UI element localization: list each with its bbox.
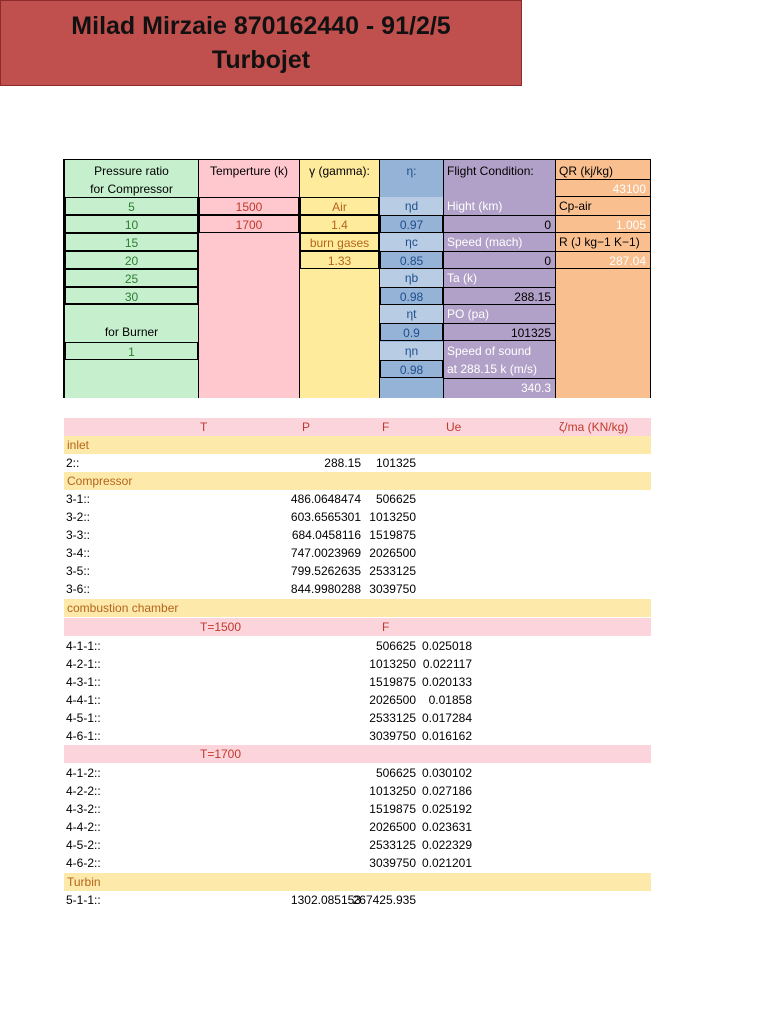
header-t: T <box>200 420 208 434</box>
pressure-header-1: Pressure ratio <box>94 164 169 178</box>
row-t: 603.6565301 <box>290 510 361 524</box>
po-value: 101325 <box>444 323 555 341</box>
row-f: 0.022329 <box>421 838 472 852</box>
speed-value: 0 <box>444 251 555 269</box>
title-line-2: Turbojet <box>211 46 311 74</box>
row-name: 5-1-1:: <box>66 893 101 907</box>
table-row <box>64 727 651 745</box>
row-name: 4-4-2:: <box>66 820 101 834</box>
hight-label: Hight (km) <box>447 199 503 213</box>
row-f: 0.017284 <box>421 711 472 725</box>
section-combustion <box>64 599 651 617</box>
header-ue: Ue <box>446 420 462 434</box>
row-p: 506625 <box>375 639 416 653</box>
section-label: Turbin <box>67 875 101 889</box>
hight-value: 0 <box>444 215 555 233</box>
pressure-ratio-column <box>65 160 198 398</box>
row-p: 2533125 <box>369 711 416 725</box>
row-name: 4-6-2:: <box>66 856 101 870</box>
gamma-burn-value: 1.33 <box>300 251 379 269</box>
table-row <box>64 691 651 709</box>
row-f: 0.016162 <box>421 729 472 743</box>
row-p: 267425.935 <box>352 893 416 907</box>
eta-value: 0.98 <box>380 360 443 378</box>
section-label: inlet <box>67 438 90 452</box>
table-row <box>64 782 651 800</box>
title-banner <box>0 0 522 86</box>
header-f: F <box>382 420 390 434</box>
row-name: 4-5-2:: <box>66 838 101 852</box>
pressure-header-2: for Compressor <box>90 182 173 196</box>
t1500-label: T=1500 <box>200 620 242 634</box>
gamma-air-value: 1.4 <box>300 215 379 233</box>
gamma-column <box>300 160 380 398</box>
pressure-ratio-cell: 15 <box>65 233 198 251</box>
row-p: 2026500 <box>369 693 416 707</box>
row-t: 747.0023969 <box>290 546 361 560</box>
speed-of-sound-value: 340.3 <box>444 378 555 396</box>
subheader-t1500 <box>64 618 651 636</box>
row-name: 4-1-1:: <box>66 639 101 653</box>
row-p: 506625 <box>375 766 416 780</box>
row-f: 0.020133 <box>421 675 472 689</box>
burner-label: for Burner <box>104 325 159 339</box>
row-name: 4-6-1:: <box>66 729 101 743</box>
row-name: 4-2-2:: <box>66 784 101 798</box>
eta-symbol: ηd <box>380 197 443 215</box>
row-p: 2026500 <box>369 546 416 560</box>
row-name: 4-4-1:: <box>66 693 101 707</box>
eta-value: 0.98 <box>380 287 443 305</box>
row-p: 1519875 <box>369 528 416 542</box>
pressure-ratio-cell: 25 <box>65 269 198 287</box>
eta-symbol: ηt <box>380 305 443 323</box>
row-p: 1013250 <box>369 784 416 798</box>
table-row <box>64 454 651 472</box>
row-name: 3-1:: <box>66 492 91 506</box>
table-row <box>64 655 651 673</box>
row-p: 2533125 <box>369 564 416 578</box>
row-name: 4-2-1:: <box>66 657 101 671</box>
row-p: 506625 <box>375 492 416 506</box>
row-name: 4-3-1:: <box>66 675 101 689</box>
row-p: 2026500 <box>369 820 416 834</box>
temperature-cell: 1700 <box>199 215 299 233</box>
section-compressor <box>64 472 651 490</box>
row-p: 3039750 <box>369 729 416 743</box>
row-name: 3-4:: <box>66 546 91 560</box>
eta-symbol: ηn <box>380 342 443 360</box>
row-t: 486.0648474 <box>290 492 361 506</box>
table-row <box>64 580 651 598</box>
table-row <box>64 709 651 727</box>
pressure-ratio-cell: 20 <box>65 251 198 269</box>
row-f: 0.025192 <box>421 802 472 816</box>
eta-symbol: ηb <box>380 269 443 287</box>
eta-value: 0.97 <box>380 215 443 233</box>
cp-air-value: 1.005 <box>556 215 650 233</box>
pressure-ratio-cell: 10 <box>65 215 198 233</box>
row-p: 1013250 <box>369 657 416 671</box>
gamma-burn-label: burn gases <box>300 233 379 251</box>
row-t: 1302.085153 <box>290 893 361 907</box>
row-name: 3-6:: <box>66 582 91 596</box>
section-inlet <box>64 436 651 454</box>
table-row <box>64 562 651 580</box>
flight-header: Flight Condition: <box>447 164 534 178</box>
gas-constant-label: R (J kg−1 K−1) <box>559 235 640 249</box>
row-name: 4-5-1:: <box>66 711 101 725</box>
title-line-1: Milad Mirzaie 870162440 - 91/2/5 <box>71 12 451 40</box>
table-row <box>64 818 651 836</box>
row-name: 3-3:: <box>66 528 91 542</box>
table-row <box>64 637 651 655</box>
row-f: 0.01858 <box>428 693 472 707</box>
row-t: 799.5262635 <box>290 564 361 578</box>
table-row <box>64 854 651 872</box>
flight-condition-column <box>444 160 556 398</box>
temperature-cell: 1500 <box>199 197 299 215</box>
table-row <box>64 490 651 508</box>
speed-of-sound-label-2: at 288.15 k (m/s) <box>447 362 538 376</box>
eta-header: η: <box>406 164 417 178</box>
gamma-header: γ (gamma): <box>309 164 370 178</box>
table-row <box>64 508 651 526</box>
section-label: Compressor <box>67 474 133 488</box>
ta-value: 288.15 <box>444 287 555 305</box>
row-p: 2533125 <box>369 838 416 852</box>
temperature-header: Temperture (k) <box>209 164 289 178</box>
pressure-ratio-cell: 30 <box>65 287 198 305</box>
row-f: 0.027186 <box>421 784 472 798</box>
row-name: 4-1-2:: <box>66 766 101 780</box>
table-row <box>64 836 651 854</box>
row-p: 3039750 <box>369 582 416 596</box>
speed-label: Speed (mach) <box>447 235 523 249</box>
temperature-column <box>198 160 300 398</box>
f-label: F <box>382 620 390 634</box>
eta-value: 0.85 <box>380 251 443 269</box>
row-f: 0.022117 <box>422 657 472 671</box>
cp-air-label: Cp-air <box>559 199 592 213</box>
table-row <box>64 800 651 818</box>
gamma-air-label: Air <box>300 197 379 215</box>
row-p: 1519875 <box>369 802 416 816</box>
qr-label: QR (kj/kg) <box>559 164 613 178</box>
row-f: 0.030102 <box>421 766 472 780</box>
row-t: 684.0458116 <box>291 528 361 542</box>
row-t: 288.15 <box>324 456 361 470</box>
row-f: 0.025018 <box>421 639 472 653</box>
gas-constant-value: 287.04 <box>556 251 650 269</box>
qr-value: 43100 <box>556 179 650 197</box>
row-t: 844.9980288 <box>290 582 361 596</box>
row-p: 101325 <box>375 456 416 470</box>
eta-symbol: ηc <box>380 233 443 251</box>
header-p: P <box>302 420 311 434</box>
subheader-t1700 <box>64 745 651 763</box>
row-name: 3-2:: <box>66 510 91 524</box>
table-row <box>64 764 651 782</box>
table-row <box>64 526 651 544</box>
results-header-row <box>64 418 651 436</box>
table-row <box>64 891 651 909</box>
header-thrust: ζ/ma (KN/kg) <box>559 420 629 434</box>
row-f: 0.023631 <box>421 820 472 834</box>
speed-of-sound-label-1: Speed of sound <box>447 344 532 358</box>
burner-value: 1 <box>65 342 198 360</box>
row-f: 0.021201 <box>421 856 472 870</box>
section-label: combustion chamber <box>67 601 179 615</box>
efficiency-column <box>380 160 444 398</box>
properties-column <box>556 160 650 398</box>
row-p: 3039750 <box>369 856 416 870</box>
row-p: 1519875 <box>369 675 416 689</box>
pressure-ratio-cell: 5 <box>65 197 198 215</box>
row-name: 4-3-2:: <box>66 802 101 816</box>
t1700-label: T=1700 <box>200 747 242 761</box>
po-label: PO (pa) <box>447 307 490 321</box>
row-name: 2:: <box>66 456 80 470</box>
ta-label: Ta (k) <box>447 271 477 285</box>
table-row <box>64 544 651 562</box>
row-name: 3-5:: <box>66 564 91 578</box>
section-turbine <box>64 873 651 891</box>
eta-value: 0.9 <box>380 323 443 341</box>
row-p: 1013250 <box>369 510 416 524</box>
table-row <box>64 673 651 691</box>
